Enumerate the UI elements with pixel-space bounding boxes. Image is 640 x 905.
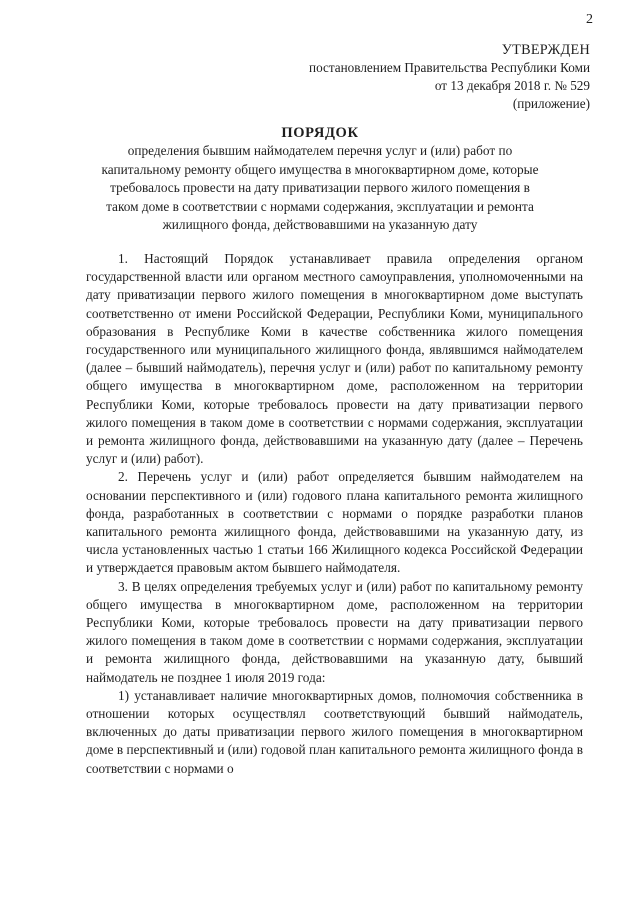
document-subtitle: определения бывшим наймодателем перечня услуг и (или) работ по капитальному ремонту общего имущества в многоквартирном доме, которые требовалось провести на дату приватизации первого жилого помещения в таком доме в соответствии с нормами содержания, эксплуатации и ремонта жилищного фонда, действовавшими на указанную дату (101, 143, 539, 233)
document-body (86, 250, 583, 778)
approval-heading: УТВЕРЖДЕН (501, 42, 590, 58)
paragraph-3-item-1: 1) устанавливает наличие многоквартирных домов, полномочия собственника в отношении которых осуществлял соответствующий бывший наймодатель, включенных до даты приватизации первого жилого помещения в многоквартирном доме в перспективный и (или) годовой план капитального ремонта жилищного фонда в соответствии с нормами о (86, 687, 583, 776)
paragraph-2: 2. Перечень услуг и (или) работ определяется бывшим наймодателем на основании перспективного и (или) годового плана капитального ремонта жилищного фонда, разработанных в соответствии с нормами о порядке разработки планов капитального ремонта жилищного фонда, действовавшими на указанную дату, из числа установленных частью 1 статьи 166 Жилищного кодекса Российской Федерации и утверждается правовым актом бывшего наймодателя. (86, 469, 583, 576)
approval-resolution: постановлением Правительства Республики Коми (309, 60, 590, 75)
paragraph-3: 3. В целях определения требуемых услуг и (или) работ по капитальному ремонту общего имущества в многоквартирном доме, расположенном на территории Республики Коми, которые требовалось провести на дату приватизации первого жилого помещения в таком доме в соответствии с нормами содержания, эксплуатации и ремонта жилищного фонда, действовавшими на указанную дату, бывший наймодатель не позднее 1 июля 2019 года: (86, 578, 583, 685)
approval-appendix: (приложение) (512, 96, 590, 111)
approval-date: от 13 декабря 2018 г. № 529 (434, 78, 590, 93)
page-number: 2 (586, 12, 593, 27)
document-title: ПОРЯДОК (281, 125, 359, 141)
approval-block (309, 41, 590, 113)
paragraph-1: 1. Настоящий Порядок устанавливает правила определения органом государственной власти или органом местного самоуправления, уполномоченными на дату приватизации первого жилого помещения в многоквартирном доме выступать соответственно от имени Российской Федерации, Республики Коми, муниципального образования в Республике Коми в качестве собственника жилого помещения государственного или муниципального жилищного фонда, являвшимся наймодателем (далее – бывший наймодатель), перечня услуг и (или) работ по капитальному ремонту общего имущества в многоквартирном доме, расположенном на территории Республики Коми, которые требовалось провести на дату приватизации первого жилого помещения в таком доме в соответствии с нормами содержания, эксплуатации и ремонта жилищного фонда, действовавшими на указанную дату (далее – Перечень услуг и (или) работ). (86, 251, 583, 467)
